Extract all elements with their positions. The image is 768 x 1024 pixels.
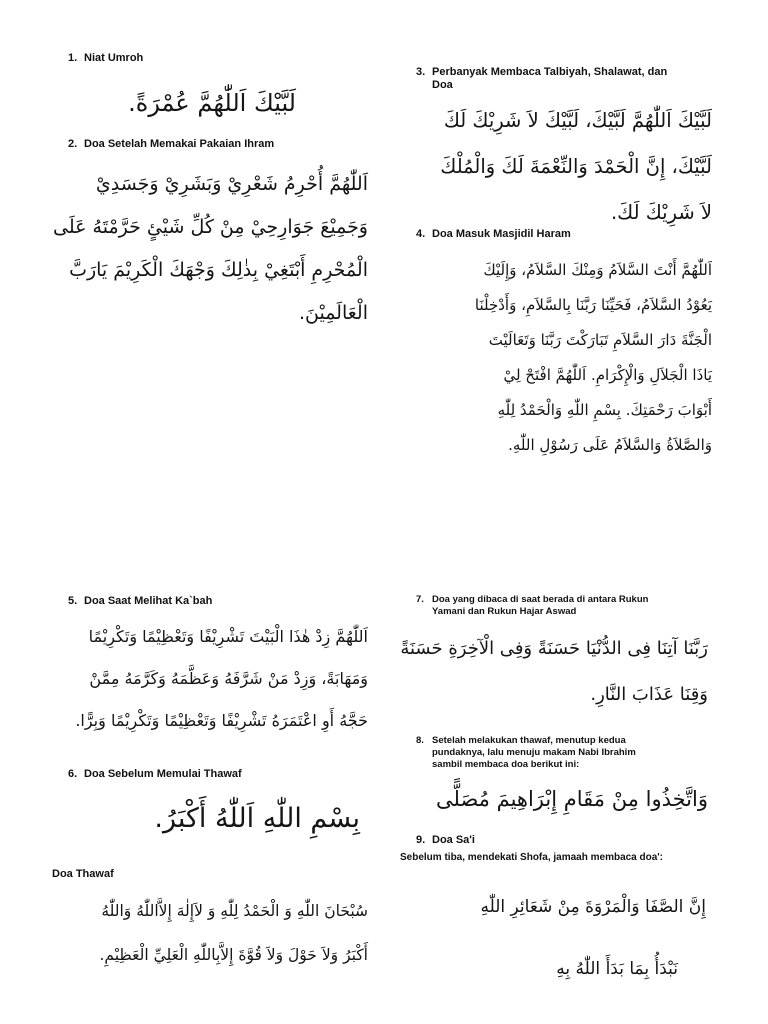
section-talbiyah — [416, 66, 712, 236]
section-masuk-masjidil-haram — [416, 228, 712, 463]
arabic-text — [53, 163, 368, 335]
section-niat-umroh — [68, 52, 368, 121]
arabic-text — [68, 799, 368, 839]
arabic-line: بِسْمِ اللّٰهِ اَللّٰهُ أَكْبَرُ. — [154, 803, 360, 834]
section-title: Doa Masuk Masjidil Haram — [432, 228, 571, 240]
arabic-line: وَقِنَا عَذَابَ النَّارِ. — [590, 684, 708, 705]
arabic-line: اَللّٰهُمَّ زِدْ هٰذَا الْبَيْتَ تَشْرِيْفًا وَتَعْظِيْمًا وَتَكْرِيْمًا — [88, 627, 368, 646]
section-number: 8. — [416, 735, 424, 746]
section-number: 2. — [68, 138, 78, 150]
section-heading — [68, 52, 368, 65]
arabic-line: لاَ شَرِيْكَ لَكَ. — [610, 201, 712, 224]
arabic-line: يَاذَا الْجَلاَلِ وَالْإِكْرَامِ. اَللّٰهُمَّ افْتَحْ لِيْ — [503, 366, 712, 384]
section-title: Doa Saat Melihat Ka`bah — [84, 595, 213, 607]
arabic-line: رَبَّنَا آتِنَا فِى الدُّنْيَا حَسَنَةً وَفِى الْآخِرَةِ حَسَنَةً — [400, 638, 708, 659]
section-number: 5. — [68, 595, 78, 607]
arabic-text — [68, 85, 368, 121]
arabic-text — [400, 626, 716, 718]
arabic-line: لَبَّيْكَ اَللّٰهُمَّ لَبَّيْكَ، لَبَّيْكَ لاَ شَرِيْكَ لَكَ — [443, 109, 712, 132]
arabic-line: وَاتَّخِذُوا مِنْ مَقَامِ إِبْرَاهِيمَ مُصَلًّى — [436, 787, 708, 811]
arabic-text — [416, 779, 716, 819]
section-title: Perbanyak Membaca Talbiyah, Shalawat, dan — [432, 66, 668, 78]
arabic-line: وَالصَّلاَةُ وَالسَّلاَمُ عَلَى رَسُوْلِ اللّٰهِ. — [508, 436, 712, 454]
arabic-line: حَجَّهُ أَوِ اعْتَمَرَهُ تَشْرِيْفًا وَتَعْظِيْمًا وَتَكْرِيْمًا وَبِرًّا. — [75, 711, 368, 730]
arabic-text — [400, 876, 716, 1000]
section-heading — [416, 228, 712, 241]
section-rukun-yamani — [400, 594, 716, 718]
section-heading — [416, 66, 712, 79]
section-heading — [400, 834, 716, 847]
arabic-line: اَللّٰهُمَّ أُحْرِمُ شَعْرِيْ وَبَشَرِيْ وَجَسَدِيْ — [95, 173, 368, 195]
arabic-line: أَبْوَابَ رَحْمَتِكَ. بِسْمِ اللّٰهِ وَالْحَمْدُ لِلّٰهِ — [497, 401, 712, 419]
section-subtitle: Sebelum tiba, mendekati Shofa, jamaah membaca doa': — [400, 852, 664, 863]
section-sebelum-thawaf — [68, 768, 368, 839]
section-melihat-kabah — [68, 595, 368, 742]
arabic-line: أَكْبَرُ وَلاَ حَوْلَ وَلاَ قُوَّةَ إِلاَّبِاللّٰهِ الْعَلِيِّ الْعَظِيْمِ. — [99, 946, 368, 964]
section-heading — [68, 138, 368, 151]
section-title: Doa Sa'i — [432, 834, 475, 846]
section-heading — [416, 594, 716, 606]
section-title: Doa yang dibaca di saat berada di antara Rukun — [432, 594, 649, 605]
section-heading — [68, 768, 368, 781]
arabic-line: نَبْدَأُ بِمَا بَدَأَ اللّٰهُ بِهِ — [556, 959, 678, 979]
arabic-line: لَبَّيْكَ اَللّٰهُمَّ عُمْرَةً. — [128, 89, 296, 117]
section-makam-ibrahim — [416, 735, 716, 819]
section-title-continued: Yamani dan Rukun Hajar Aswad — [432, 606, 577, 617]
section-doa-thawaf — [52, 868, 368, 977]
section-title: Doa Sebelum Memulai Thawaf — [84, 768, 242, 780]
section-title: Doa Thawaf — [52, 868, 114, 880]
arabic-text — [68, 616, 368, 742]
arabic-text — [416, 253, 712, 463]
section-number: 4. — [416, 228, 426, 240]
arabic-line: الْجَنَّةَ دَارَ السَّلاَمِ تَبَارَكْتَ رَبَّنَا وَتَعَالَيْتَ — [488, 331, 712, 349]
section-title: Doa Setelah Memakai Pakaian Ihram — [84, 138, 275, 150]
section-number: 7. — [416, 594, 424, 605]
arabic-line: يَعُوْدُ السَّلاَمُ، فَحَيِّنَا رَبَّنَا بِالسَّلاَمِ، وَأَدْخِلْنَا — [474, 296, 712, 314]
arabic-line: الْمُحْرِمِ أَبْتَغِيْ بِذٰلِكَ وَجْهَكَ الْكَرِيْمَ يَارَبَّ — [69, 259, 368, 281]
section-doa-sai — [400, 834, 716, 1000]
section-heading — [416, 735, 716, 747]
arabic-line: وَجَمِيْعَ جَوَارِحِيْ مِنْ كُلِّ شَيْئٍ حَرَّمْتَهُ عَلَى — [53, 216, 368, 238]
arabic-text — [416, 98, 712, 236]
section-number: 6. — [68, 768, 78, 780]
arabic-line: لَبَّيْكَ، إِنَّ الْحَمْدَ وَالنِّعْمَةَ لَكَ وَالْمُلْكَ — [440, 155, 712, 178]
arabic-line: إِنَّ الصَّفَا وَالْمَرْوَةَ مِنْ شَعَائِرِ اللّٰهِ — [480, 897, 706, 917]
arabic-line: وَمَهَابَةً، وَزِدْ مَنْ شَرَّفَهُ وَعَظَّمَهُ وَكَرَّمَهُ مِمَّنْ — [89, 669, 368, 688]
section-doa-pakaian-ihram — [53, 138, 368, 335]
arabic-line: سُبْحَانَ اللّٰهِ وَ الْحَمْدُ لِلّٰهِ وَ لاَإِلٰهَ إِلاَّاللّٰهُ وَاللّٰهُ — [101, 902, 368, 920]
arabic-text — [52, 889, 368, 977]
section-title-continued: pundaknya, lalu menuju makam Nabi Ibrahim — [432, 747, 636, 758]
arabic-line: اَللّٰهُمَّ أَنْتَ السَّلاَمُ وَمِنْكَ السَّلاَمُ، وَإِلَيْكَ — [483, 261, 712, 279]
section-number: 3. — [416, 66, 426, 78]
section-number: 9. — [416, 834, 426, 846]
section-number: 1. — [68, 52, 78, 64]
section-title: Niat Umroh — [84, 52, 144, 64]
section-title-continued: Doa — [432, 79, 453, 91]
arabic-line: الْعَالَمِيْنَ. — [298, 302, 368, 324]
section-heading — [68, 595, 368, 608]
section-title-continued: sambil membaca doa berikut ini: — [432, 759, 580, 770]
section-title: Setelah melakukan thawaf, menutup kedua — [432, 735, 626, 746]
